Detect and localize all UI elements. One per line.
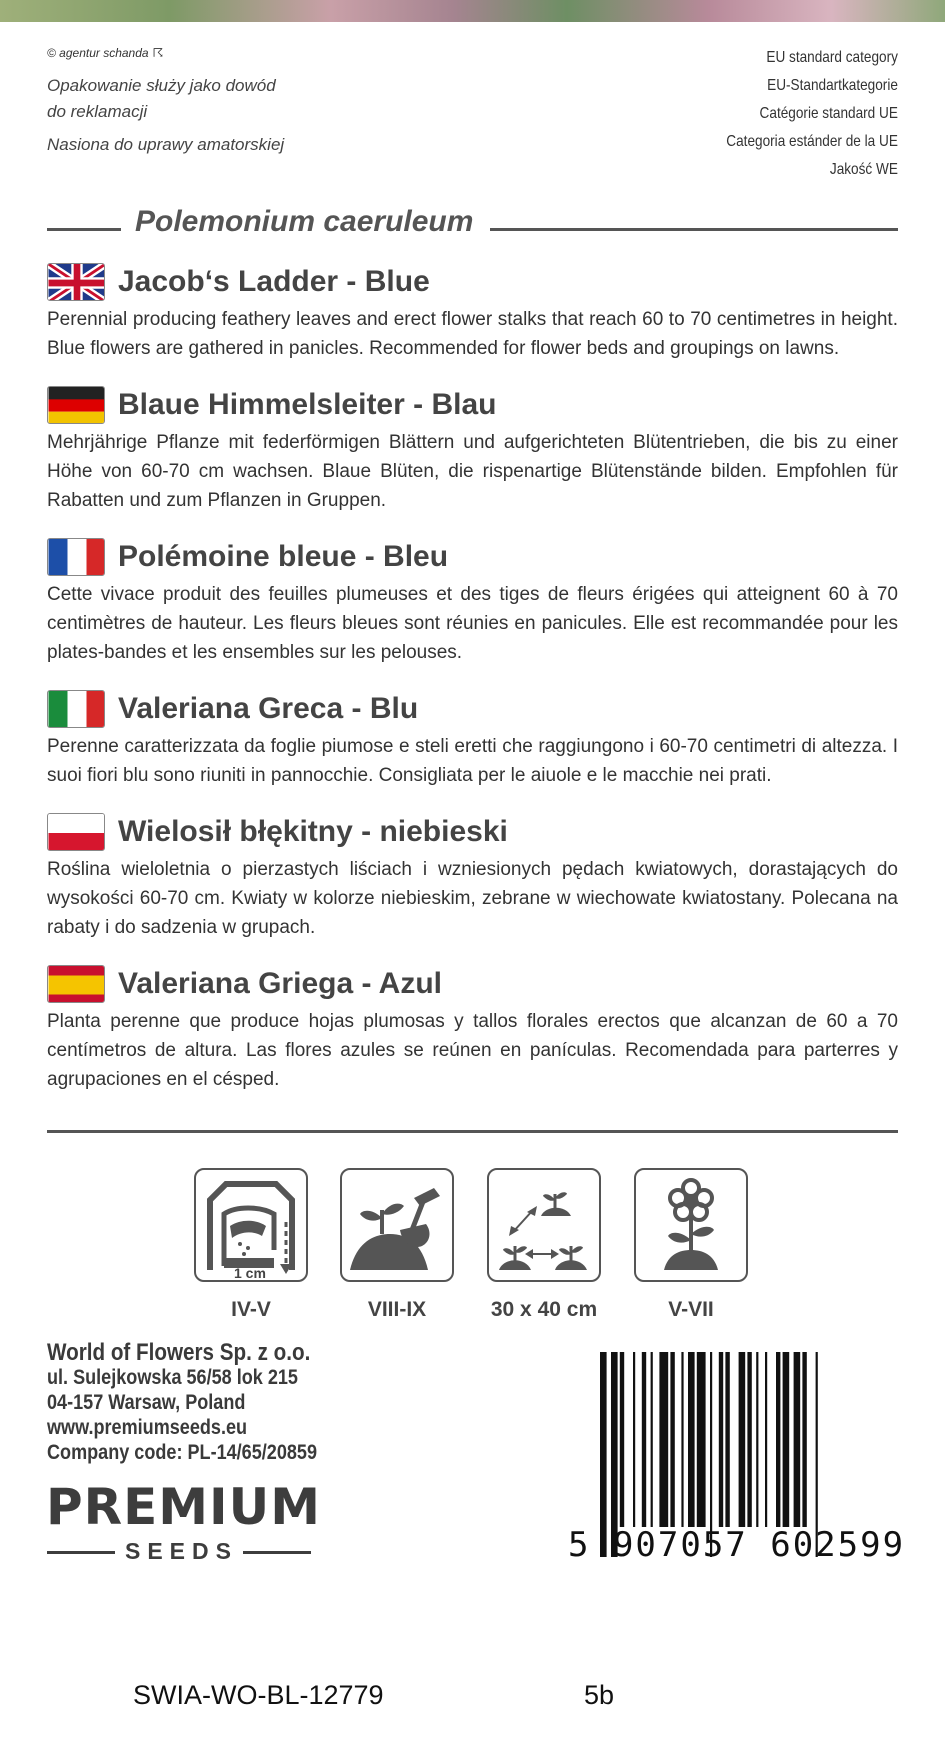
- lang-description: Mehrjährige Pflanze mit federförmigen Blättern und aufgerichteten Blütentrieben, die bis zu einer Höhe von 60-70 cm wachsen. Blaue Blüten, die rispenartige Blütenstände bilden. Empfohlen für Rabatten und zum Pflanzen in Gruppen.: [47, 432, 898, 511]
- uk-flag-icon: [47, 263, 105, 301]
- barcode-bar: [747, 1352, 751, 1527]
- barcode-bar: [697, 1352, 706, 1527]
- svg-text:1 cm: 1 cm: [234, 1265, 266, 1280]
- copyright-notice: © agentur schanda ☈: [47, 46, 164, 60]
- species-title: Polemonium caeruleum: [135, 205, 474, 238]
- brand-rule-left: [47, 1551, 115, 1554]
- barcode-bar: [642, 1352, 646, 1527]
- barcode-bar: [670, 1352, 674, 1527]
- eu-category-es: Categoria estánder de la UE: [726, 133, 898, 150]
- barcode-bar: [651, 1352, 653, 1527]
- italy-flag-icon: [47, 690, 105, 728]
- barcode-bar: [659, 1352, 668, 1527]
- brand-seeds-text: SEEDS: [125, 1538, 238, 1564]
- lang-description: Perennial producing feathery leaves and erect flower stalks that reach 60 to 70 centimetres in height. Blue flowers are gathered in panicles. Recommended for flower beds and groupings on lawns.: [47, 309, 898, 359]
- eu-category-fr: Catégorie standard UE: [759, 105, 898, 122]
- barcode-bar: [776, 1352, 780, 1527]
- flowering-icon: [634, 1168, 748, 1282]
- lang-section-fr: [47, 538, 898, 667]
- eu-category-en: EU standard category: [766, 49, 898, 66]
- lang-title: Wielosił błękitny - niebieski: [118, 815, 508, 848]
- lang-title: Valeriana Griega - Azul: [118, 967, 443, 1000]
- eu-category-de: EU-Standartkategorie: [767, 77, 898, 94]
- section-divider: [47, 1130, 898, 1133]
- lang-description: Perenne caratterizzata da foglie piumose e steli eretti che raggiungono i 60-70 centimetri di altezza. I suoi fiori blu sono riuniti in pannocchie. Consigliata per le aiuole e le macchie nei prati.: [47, 736, 898, 786]
- species-header: [47, 205, 898, 249]
- company-website: www.premiumseeds.eu: [47, 1416, 248, 1439]
- france-flag-icon: [47, 538, 105, 576]
- lang-title: Polémoine bleue - Bleu: [118, 540, 449, 573]
- barcode-bar: [719, 1352, 723, 1527]
- brand-logo-seeds: [47, 1540, 311, 1566]
- barcode-bar: [802, 1352, 806, 1527]
- lang-section-es: [47, 965, 898, 1094]
- schanda-logo-icon: ☈: [152, 46, 164, 60]
- company-name: World of Flowers Sp. z o.o.: [47, 1339, 311, 1366]
- amateur-note: Nasiona do uprawy amatorskiej: [47, 135, 285, 154]
- spacing-label: 30 x 40 cm: [490, 1298, 598, 1321]
- lang-section-de: [47, 386, 898, 515]
- transplant-time-label: VIII-IX: [367, 1298, 427, 1321]
- company-address-city: 04-157 Warsaw, Poland: [47, 1391, 246, 1414]
- spacing-icon: [487, 1168, 601, 1282]
- lang-description: Roślina wieloletnia o pierzastych liściach i wzniesionych pędach kwiatowych, dorastających do wysokości 60-70 cm. Kwiaty w kolorze niebieskim, zebrane w wiechowate kwiatostany. Polecana na rabaty i do sadzenia w grupach.: [47, 859, 898, 938]
- barcode-bar: [739, 1352, 746, 1527]
- barcode-bar: [633, 1352, 635, 1527]
- lang-title: Jacob‘s Ladder - Blue: [118, 265, 430, 298]
- germany-flag-icon: [47, 386, 105, 424]
- barcode-bar: [688, 1352, 695, 1527]
- product-code: SWIA-WO-BL-12779: [133, 1680, 384, 1710]
- lang-description: Cette vivace produit des feuilles plumeuses et des tiges de fleurs érigées qui atteignent 60 à 70 centimètres de hauteur. Les fleurs bleues sont réunies en panicules. Elle est recommandée pour les plates-bandes et les ensembles sur les pelouses.: [47, 584, 898, 663]
- flowering-time-label: V-VII: [668, 1298, 714, 1321]
- company-code: Company code: PL-14/65/20859: [47, 1441, 318, 1464]
- top-photo-strip: [0, 0, 945, 22]
- lang-section-it: [47, 690, 898, 790]
- brand-rule-right: [243, 1551, 311, 1554]
- barcode-bar: [794, 1352, 801, 1527]
- transplant-icon: [340, 1168, 454, 1282]
- sowing-depth-icon: [194, 1168, 308, 1282]
- version-code: 5b: [584, 1680, 615, 1710]
- lang-title: Blaue Himmelsleiter - Blau: [118, 388, 497, 421]
- eu-category-pl: Jakość WE: [829, 161, 898, 178]
- barcode-bar: [620, 1352, 624, 1527]
- lang-title: Valeriana Greca - Blu: [118, 692, 419, 725]
- barcode-bar: [681, 1352, 683, 1527]
- spain-flag-icon: [47, 965, 105, 1003]
- company-info: [47, 1340, 317, 1465]
- species-rule-right: [490, 228, 898, 231]
- company-address-street: ul. Sulejkowska 56/58 lok 215: [47, 1366, 298, 1389]
- barcode-bar: [756, 1352, 758, 1527]
- lang-section-pl: [47, 813, 898, 942]
- barcode-number: 5 907057 602599: [568, 1525, 906, 1565]
- species-rule-left: [47, 228, 121, 231]
- barcode-bar: [725, 1352, 729, 1527]
- eu-category-list: [726, 44, 898, 184]
- brand-logo-premium: PREMIUM: [46, 1478, 322, 1536]
- poland-flag-icon: [47, 813, 105, 851]
- lang-section-en: [47, 263, 898, 363]
- sowing-time-label: IV-V: [231, 1298, 271, 1321]
- lang-description: Planta perenne que produce hojas plumosas y tallos florales erectos que alcanzan de 60 a 70 centímetros de altura. Las flores azules se reúnen en panículas. Recomendada para parterres y agrupaciones en el césped.: [47, 1011, 898, 1090]
- barcode-bar: [765, 1352, 767, 1527]
- barcode-bar: [783, 1352, 790, 1527]
- complaint-note: Opakowanie służy jako dowód do reklamacji: [47, 76, 276, 121]
